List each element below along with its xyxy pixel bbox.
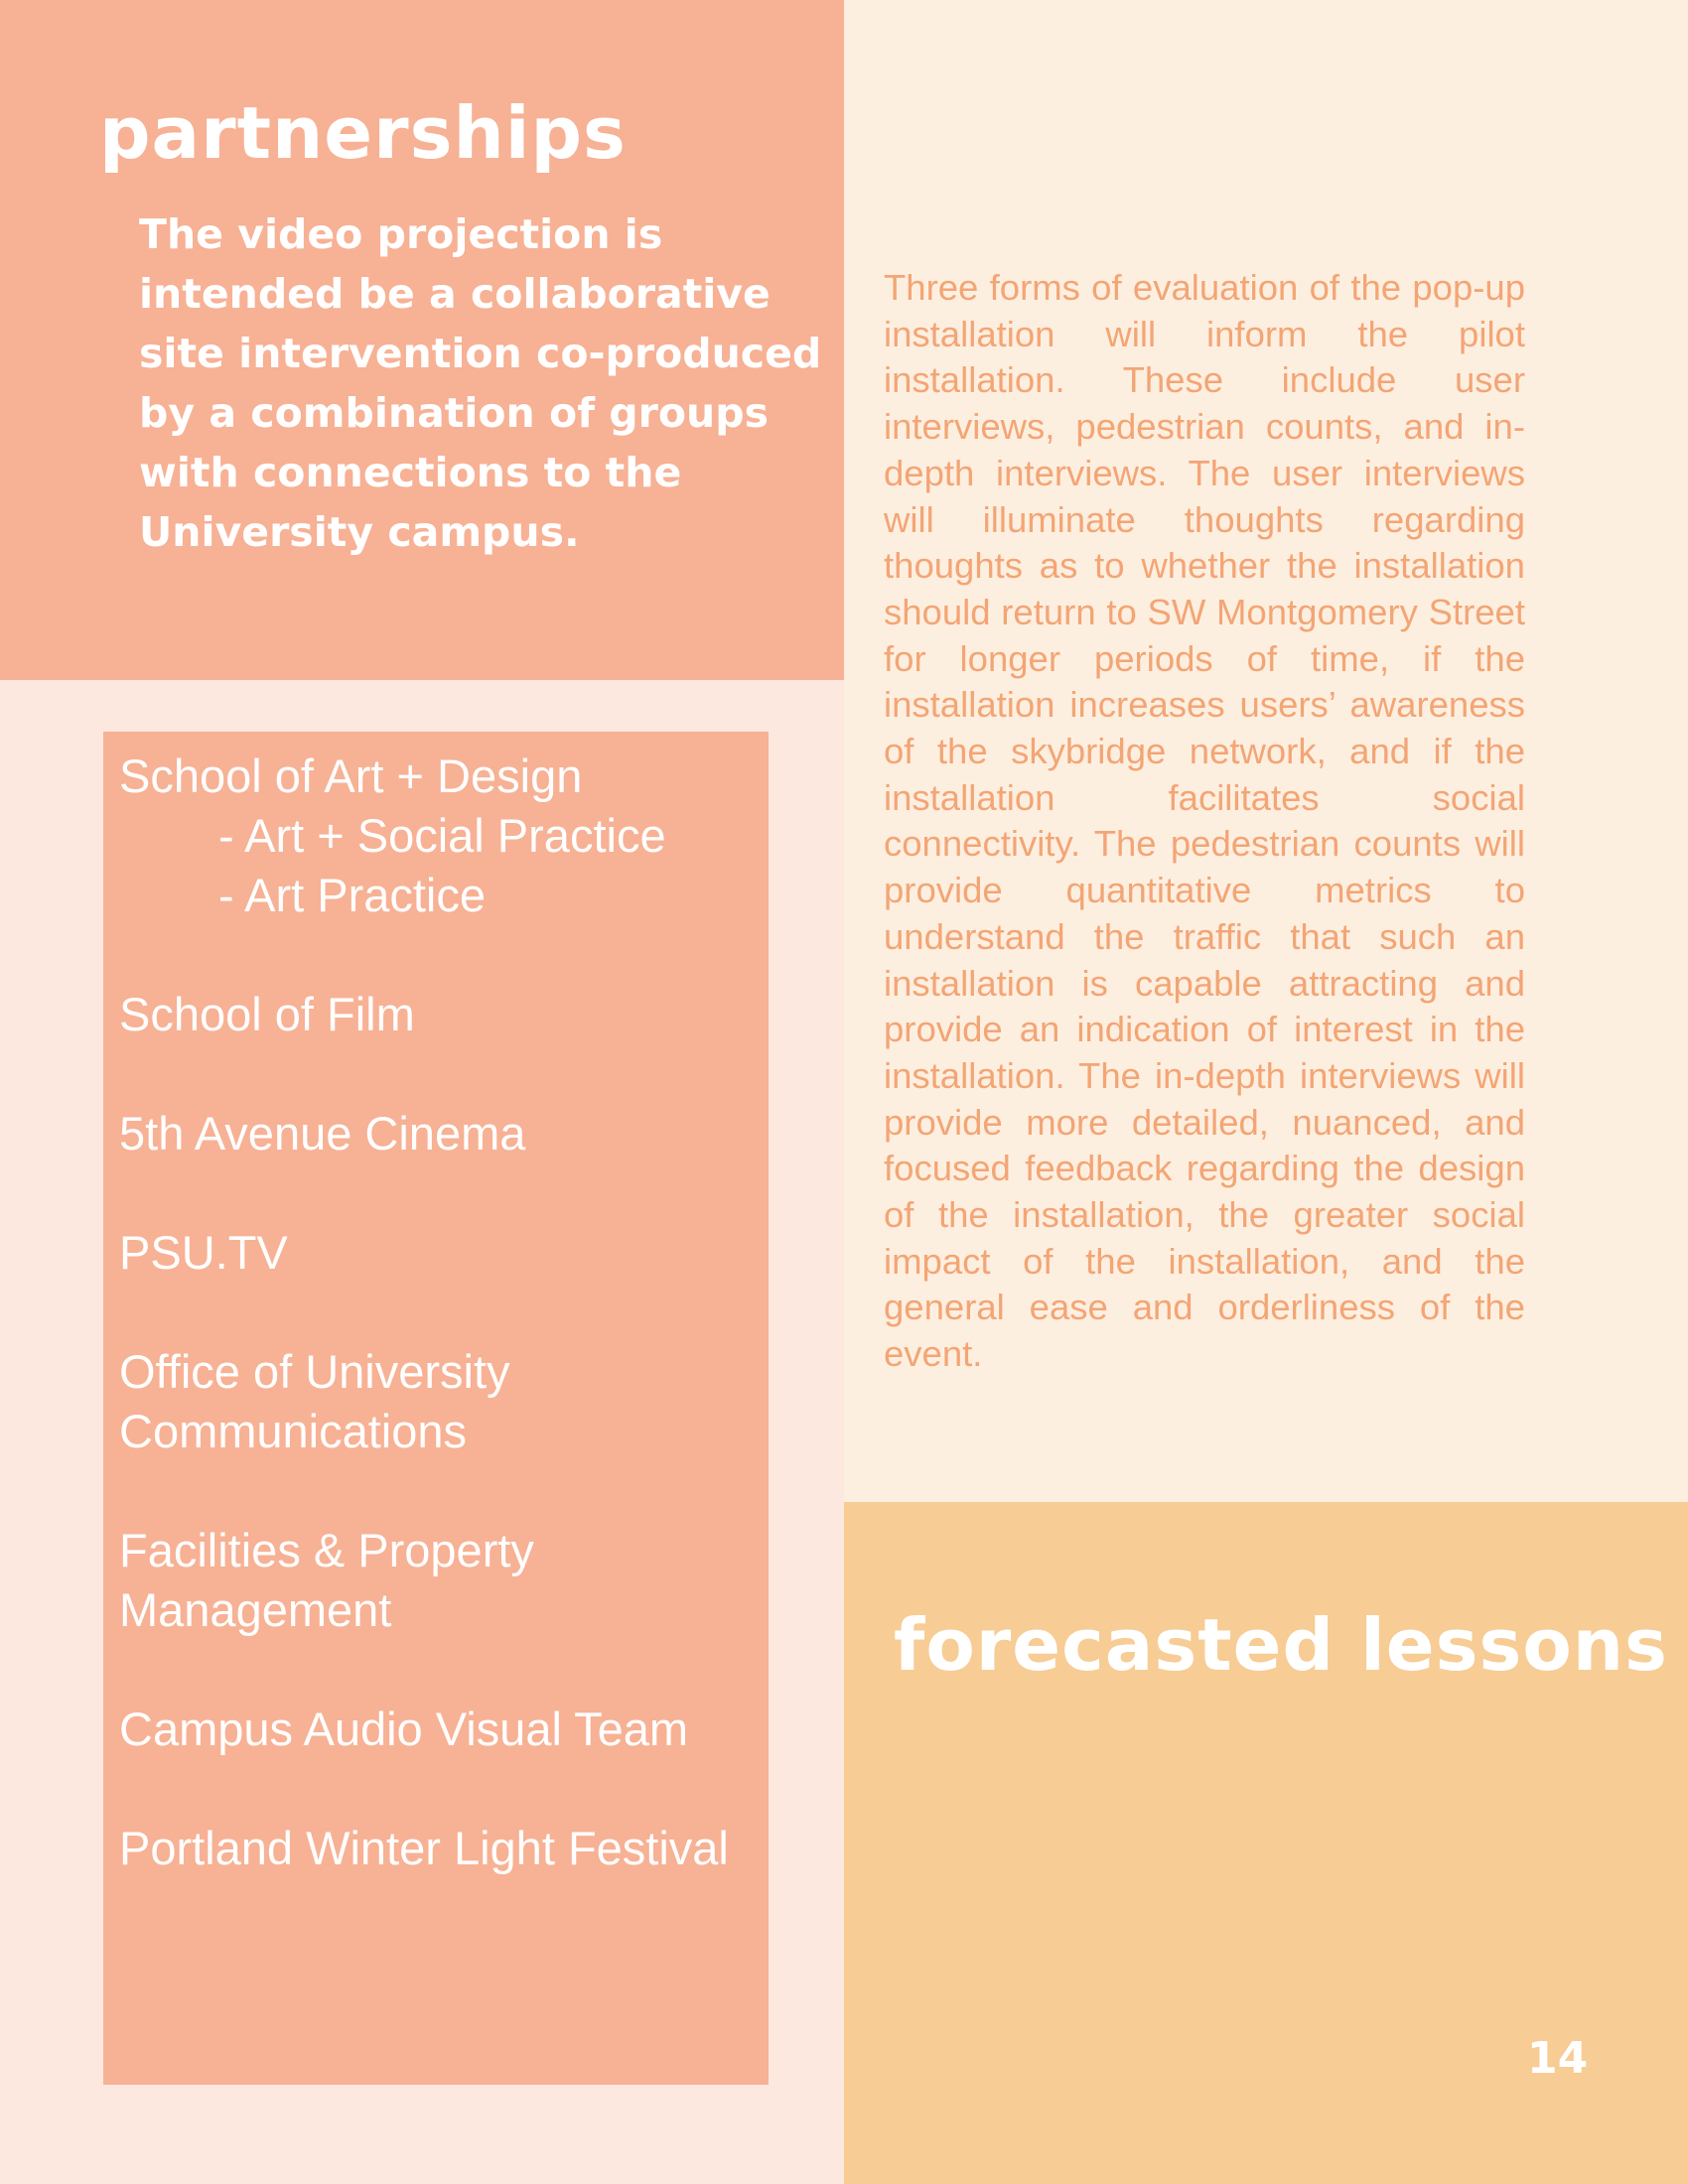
partnerships-intro: The video projection is intended be a collaborative site intervention co-produced by a combination of groups with connections to the University campus. [139,210,822,556]
evaluation-text: Three forms of evaluation of the pop-up installation will inform the pilot installation. These include user interviews, pedestrian counts, and in-depth interviews. The user interviews will illuminate thoughts regarding thoughts as to whether the installation should return to SW Montgomery Street for longer periods of time, if the installation increases users’ awareness of the skybridge network, and if the installation facilitates social connectivity. The pedestrian counts will provide quantitative metrics to understand the traffic that such an installation is capable attracting and provide an indication of interest in the installation. The in-depth interviews will provide more detailed, nuanced, and focused feedback regarding the design of the installation, the greater social impact of the installation, and the general ease and orderliness of the event. [884,267,1525,1375]
partner-winter-light: Portland Winter Light Festival [119,1822,729,1874]
partner-facilities: Facilities & Property Management [119,1524,534,1636]
partner-film: School of Film [119,988,415,1040]
partner-name: School of Art + Design [119,750,583,802]
partner-sub-list [119,806,755,925]
partnerships-heading: partnerships [99,91,627,175]
partner-communications: Office of University Communications [119,1345,510,1457]
partners-list [119,747,755,1938]
partner-sub-item: - Art Practice [218,869,487,921]
forecast-heading: forecasted lessons [894,1603,1668,1687]
page-number: 14 [1527,2033,1589,2084]
partner-sub-item: - Art + Social Practice [218,809,666,862]
partner-cinema: 5th Avenue Cinema [119,1107,526,1160]
partner-art-design [119,747,755,925]
partner-psutv: PSU.TV [119,1226,288,1279]
partner-av-team: Campus Audio Visual Team [119,1703,689,1755]
